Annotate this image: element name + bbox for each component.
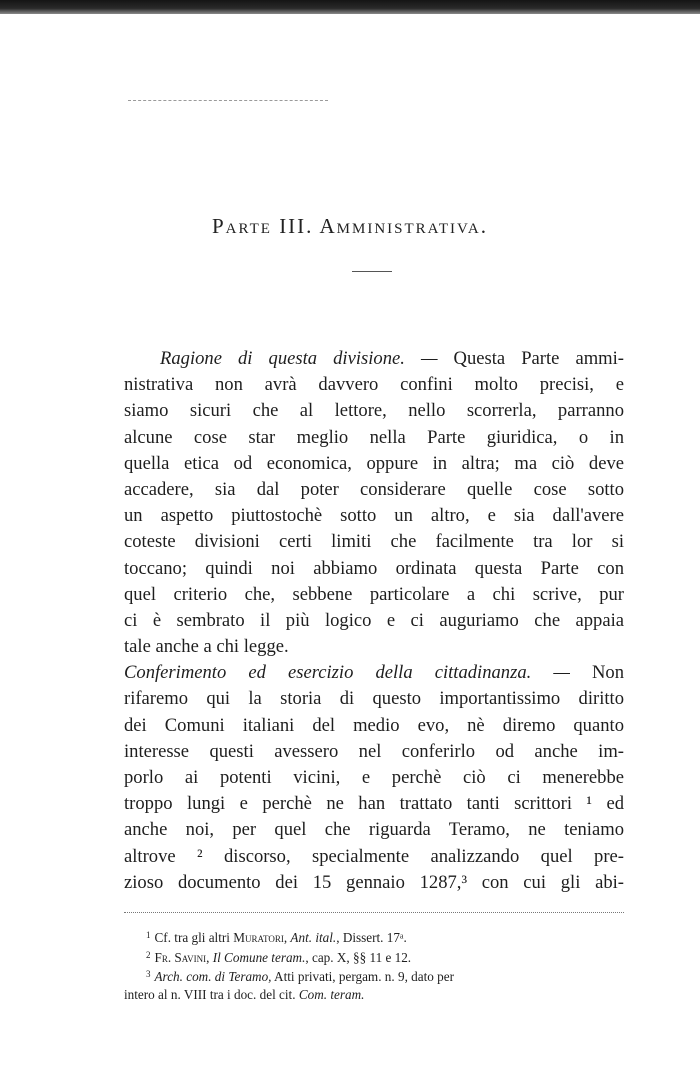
- section-heading: Ragione di questa divisione. —: [160, 348, 454, 369]
- footnote-work: Il Comune teram.: [212, 949, 306, 965]
- text-line: anche noi, per quel che riguarda Teramo, ne teniamo: [124, 819, 624, 841]
- footnote-text: , Dissert. 17ᵃ.: [336, 930, 407, 945]
- footnote-text: Cf. tra gli altri: [154, 930, 234, 945]
- text-line: interesse questi avessero nel conferirlo od anche im-: [124, 740, 624, 762]
- text-line: [124, 346, 624, 372]
- text-line: quella etica od economica, oppure in altra; ma ciò deve: [124, 452, 624, 474]
- footnote-text: , cap. X, §§ 11 e 12.: [305, 949, 412, 965]
- footnote-3-continued: [124, 985, 624, 1005]
- text-line: accadere, sia dal poter considerare quelle cose sotto: [124, 478, 624, 500]
- footnote-separator: [124, 912, 624, 913]
- page-top-rule: [128, 100, 328, 101]
- text-line: zioso documento dei 15 gennaio 1287,³ con cui gli abi-: [124, 871, 624, 893]
- text-line: troppo lungi e perchè ne han trattato tanti scrittori ¹ ed: [124, 793, 624, 815]
- section-heading: Conferimento ed esercizio della cittadinanza. —: [124, 662, 592, 684]
- footnote-work: Arch. com. di Teramo,: [154, 969, 272, 984]
- text-line: rifaremo qui la storia di questo importantissimo diritto: [124, 688, 624, 710]
- footnote-1: $^1$ Cf. tra gli altri Muratori, Ant. ital., Dissert. 17ᵃ.: [146, 930, 407, 945]
- text-line: coteste divisioni certi limiti che facilmente tra lor si: [124, 531, 624, 553]
- footnote-mark: 3: [146, 969, 151, 979]
- footnote-author: Muratori: [233, 930, 284, 945]
- text-line: dei Comuni italiani del medio evo, nè diremo quanto: [124, 714, 624, 736]
- text-line: siamo sicuri che al lettore, nello scorrerla, parranno: [124, 400, 624, 422]
- footnote-2: $^2$ Fr. Savini, Il Comune teram., cap. X, §§ 11 e 12.: [146, 949, 412, 965]
- footnotes: [124, 926, 624, 1004]
- line-text: Non: [591, 662, 624, 684]
- footnote-text: Atti privati, pergam. n. 9, dato per: [271, 969, 454, 984]
- scan-edge-shadow: [0, 0, 700, 14]
- body-text: [124, 346, 624, 896]
- text-line: tale anche a chi legge.: [124, 636, 289, 658]
- line-text: Questa Parte ammi-: [453, 348, 624, 369]
- footnote-work: Ant. ital.: [290, 930, 337, 945]
- text-line: un aspetto piuttostochè sotto un altro, e sia dall'avere: [124, 505, 624, 527]
- part-title: Parte III. Amministrativa.: [212, 214, 488, 238]
- text-line: altrove ² discorso, specialmente analizzando quel pre-: [124, 845, 624, 867]
- text-line: [124, 660, 624, 686]
- text-line: porlo ai potenti vicini, e perchè ciò ci menerebbe: [124, 767, 624, 788]
- text-line: toccano; quindi noi abbiamo ordinata questa Parte con: [124, 557, 624, 579]
- text-line: alcune cose star meglio nella Parte giuridica, o in: [124, 426, 624, 448]
- text-line: ci è sembrato il più logico e ci auguriamo che appaia: [124, 609, 624, 631]
- footnote-3: [124, 965, 624, 985]
- text-line: nistrativa non avrà davvero confini molto precisi, e: [124, 374, 624, 396]
- text-line: quel criterio che, sebbene particolare a chi scrive, pur: [124, 583, 624, 605]
- footnote-text: intero al n. VIII tra i doc. del cit.: [124, 986, 299, 1002]
- footnote-mark: 1: [146, 930, 151, 940]
- title-divider: [352, 271, 392, 272]
- footnote-work: Com. teram.: [298, 986, 365, 1002]
- footnote-mark: 2: [146, 949, 151, 960]
- footnote-author: Fr. Savini: [154, 949, 207, 965]
